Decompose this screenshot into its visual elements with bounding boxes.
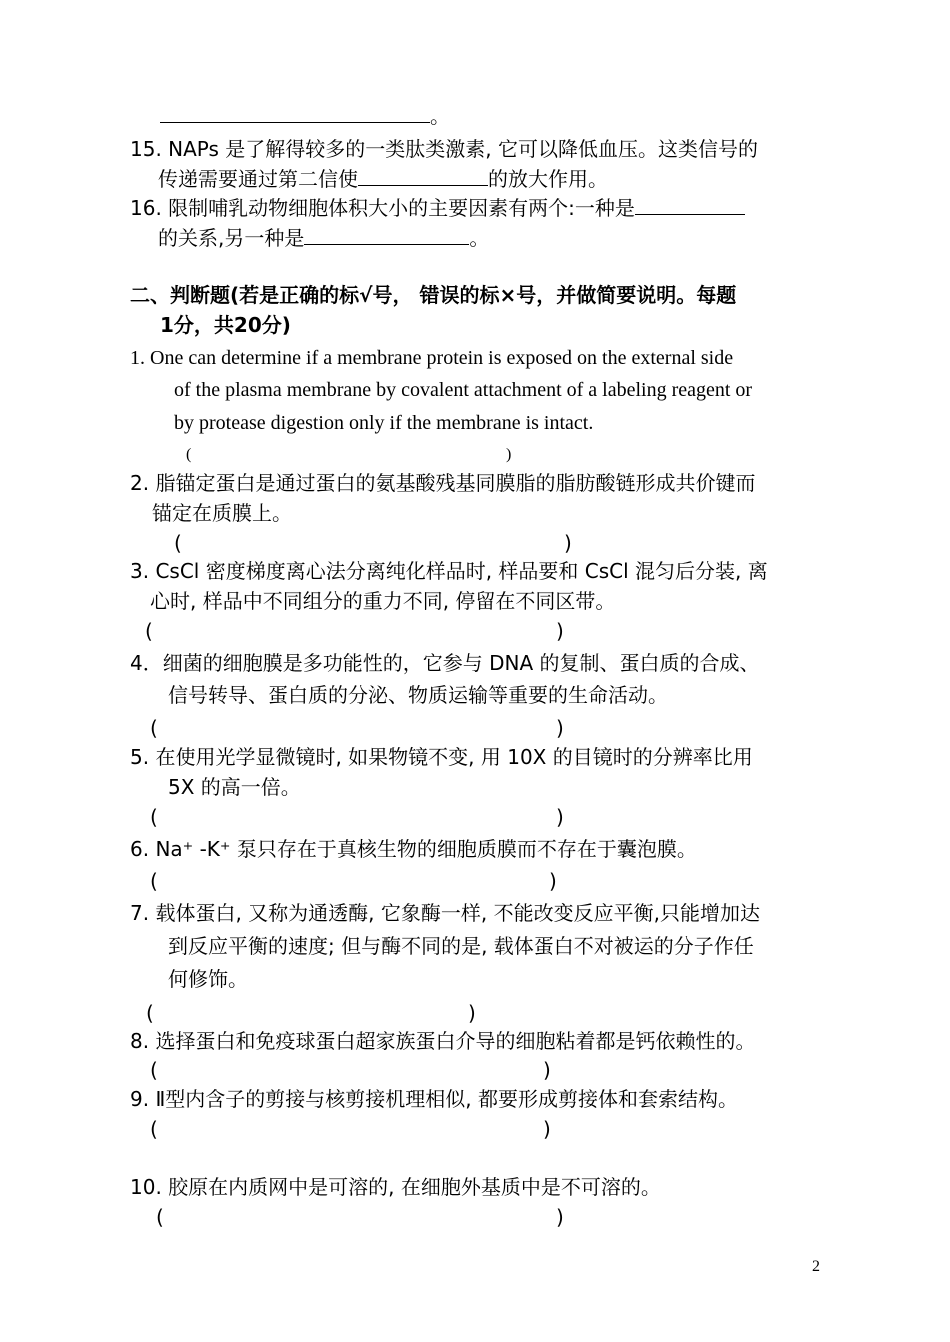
q1-line1: 1. One can determine if a membrane protein is exposed on the external side [130,347,734,369]
answer-blank [304,222,469,245]
answer-paren-close: ) [556,805,564,829]
q10-line1: 10. 胶原在内质网中是可溶的, 在细胞外基质中是不可溶的。 [130,1175,661,1199]
section-heading-line2: 1分，共20分) [160,313,291,337]
answer-paren-close: ) [543,1117,551,1141]
answer-paren-open: ( [186,446,192,463]
q6-line1: 6. Na⁺ -K⁺ 泵只存在于真核生物的细胞质膜而不存在于囊泡膜。 [130,837,697,861]
q14-tail: 。 [160,100,450,131]
q9-line1: 9. Ⅱ型内含子的剪接与核剪接机理相似, 都要形成剪接体和套索结构。 [130,1087,738,1111]
answer-paren-open: ( [156,1205,164,1229]
answer-paren-close: ) [556,619,564,643]
q7-line3: 何修饰。 [168,967,248,991]
answer-blank [160,100,430,123]
answer-paren-open: ( [150,716,158,740]
q7-line1: 7. 载体蛋白, 又称为通透酶, 它象酶一样, 不能改变反应平衡,只能增加达 [130,901,760,925]
q1-line2: of the plasma membrane by covalent attachment of a labeling reagent or [174,379,753,401]
answer-paren-open: ( [150,1117,158,1141]
q16-line1: 16. 限制哺乳动物细胞体积大小的主要因素有两个:一种是 [130,192,745,223]
q8-line1: 8. 选择蛋白和免疫球蛋白超家族蛋白介导的细胞粘着都是钙依赖性的。 [130,1029,756,1053]
q2-line2: 锚定在质膜上。 [152,501,292,525]
page-number: 2 [812,1258,820,1275]
answer-paren-close: ) [549,869,557,893]
answer-blank [358,163,488,186]
answer-paren-close: ) [543,1058,551,1082]
answer-paren-open: ( [145,619,153,643]
q5-line2: 5X 的高一倍。 [168,775,301,799]
q4-line1: 4．细菌的细胞膜是多功能性的，它参与 DNA 的复制、蛋白质的合成、 [130,651,760,675]
q2-line1: 2. 脂锚定蛋白是通过蛋白的氨基酸残基同膜脂的脂肪酸链形成共价键而 [130,471,756,495]
answer-paren-open: ( [150,1058,158,1082]
q3-line2: 心时, 样品中不同组分的重力不同, 停留在不同区带。 [150,589,616,613]
q15-line1: 15. NAPs 是了解得较多的一类肽类激素, 它可以降低血压。这类信号的 [130,137,759,161]
q16-line2: 的关系,另一种是 。 [158,222,489,253]
q1-line3: by protease digestion only if the membrane is intact. [174,412,594,434]
answer-paren-close: ) [468,1001,476,1025]
section-heading: 二、判断题(若是正确的标√号， 错误的标×号，并做简要说明。每题 [130,283,737,307]
answer-paren-open: ( [174,531,182,555]
answer-blank [635,192,745,215]
answer-paren-open: ( [150,805,158,829]
answer-paren-close: ) [556,1205,564,1229]
answer-paren-close: ) [564,531,572,555]
answer-paren-open: ( [146,1001,154,1025]
answer-paren-close: ) [556,716,564,740]
answer-paren-open: ( [150,869,158,893]
q15-line2: 传递需要通过第二信使 的放大作用。 [158,163,608,194]
answer-paren-close: ) [506,446,512,463]
q3-line1: 3. CsCl 密度梯度离心法分离纯化样品时, 样品要和 CsCl 混匀后分装, 离 [130,559,768,583]
q5-line1: 5. 在使用光学显微镜时, 如果物镜不变, 用 10X 的目镜时的分辨率比用 [130,745,753,769]
q4-line2: 信号转导、蛋白质的分泌、物质运输等重要的生命活动。 [168,683,668,707]
q7-line2: 到反应平衡的速度; 但与酶不同的是, 载体蛋白不对被运的分子作任 [168,934,754,958]
